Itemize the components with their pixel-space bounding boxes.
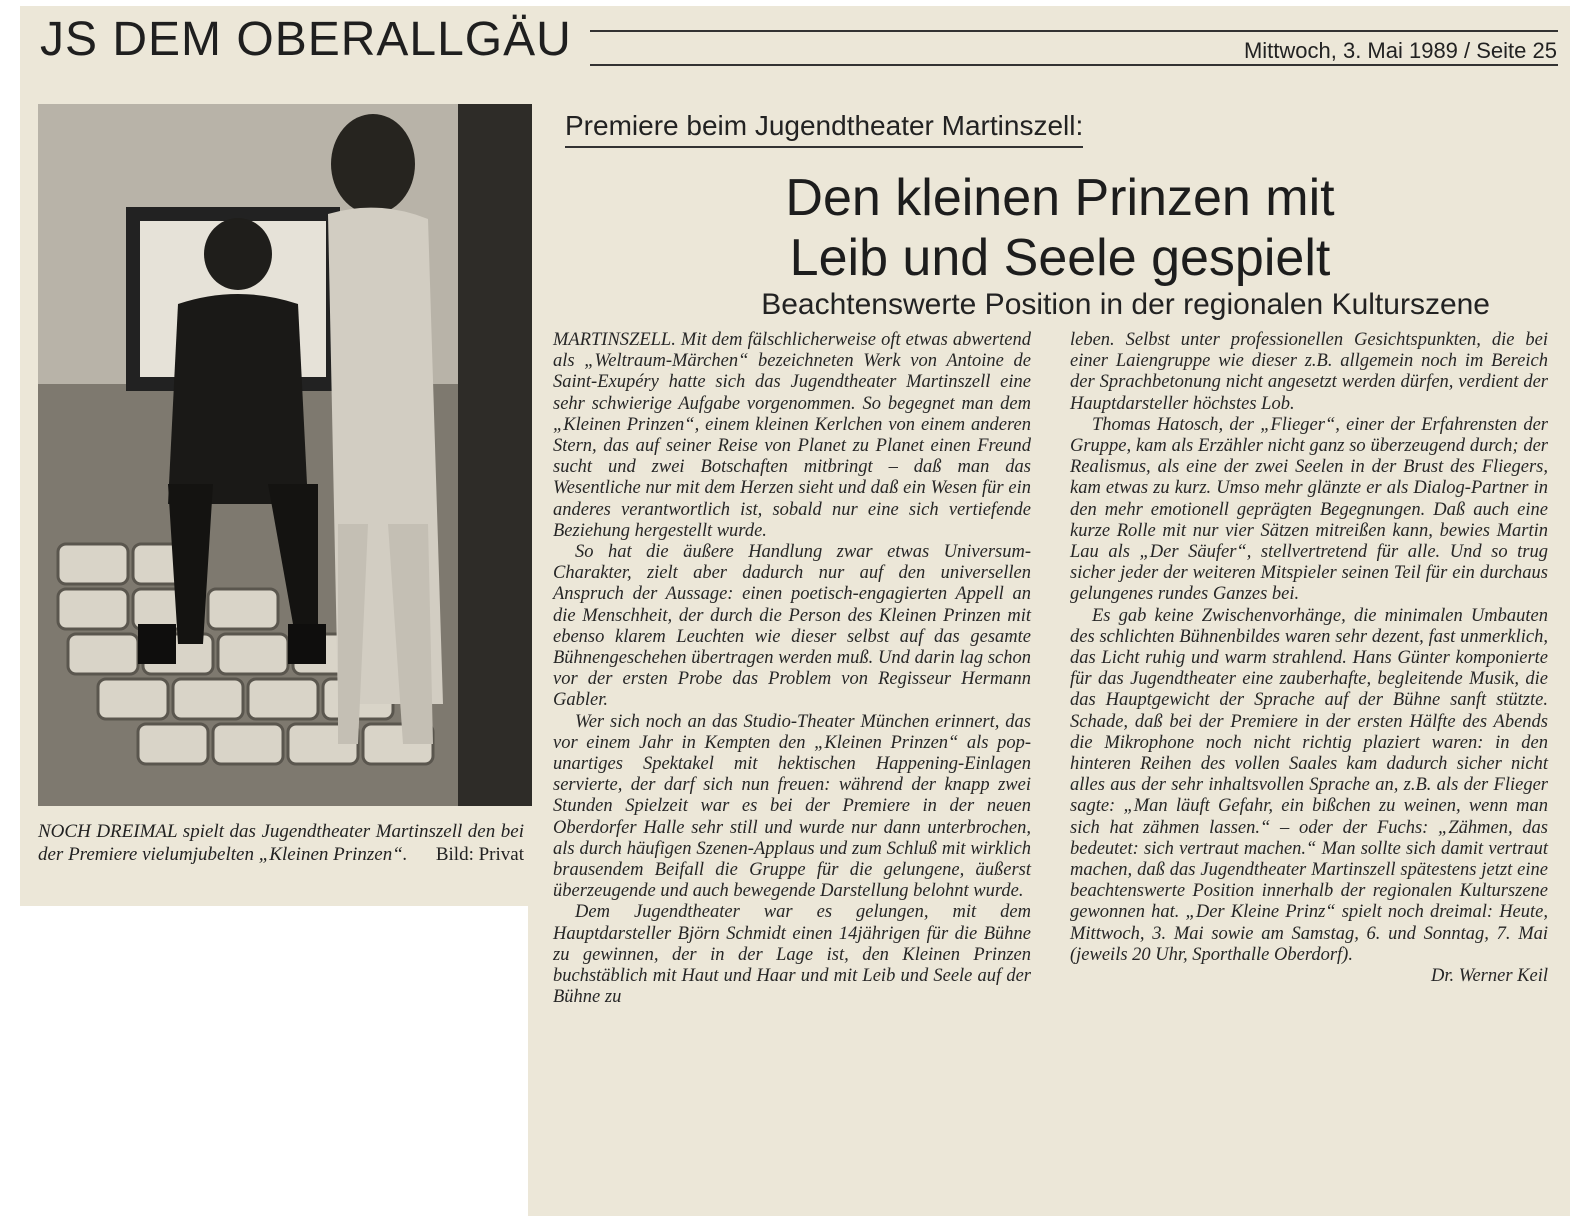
paragraph: leben. Selbst unter professionellen Gesichtspunkten, die bei einer Laiengruppe wie dieser z.B. allgemein noch im Bereich der Sprachbetonung nicht angesetzt werden dürfen, verdient der Hauptdarsteller höchstes Lob.: [1070, 330, 1548, 414]
caption-text: NOCH DREIMAL spielt das Jugendtheater Martinszell den bei der Premiere vielumjubelten „Kleinen Prinzen“.: [38, 821, 524, 865]
paragraph: Wer sich noch an das Studio-Theater München erinnert, das vor einem Jahr in Kempten den „Kleinen Prinzen“ als pop-unartiges Spektakel mit hektischen Happening-Einlagen servierte, der darf sich nun freuen: während der knapp zwei Stunden Spielzeit war es bei der Premiere in der neuen Oberdorfer Halle sehr still und wurde nur dann unterbrochen, als durch häufigen Szenen-Applaus und zum Schluß mit wirklich brausendem Beifall die Gruppe für die gelungene, äußerst überzeugende und auch bewegende Darstellung belohnt wurde.: [553, 711, 1031, 902]
article-column-2: [1070, 330, 1548, 987]
paragraph: Thomas Hatosch, der „Flieger“, einer der Erfahrensten der Gruppe, kam als Erzähler nicht ganz so überzeugend durch; der Realismus, als eine der zwei Seelen in der Brust des Fliegers, kam etwas zu kurz. Umso mehr glänzte er als Dialog-Partner in den mehr emotionell geprägten Begegnungen. Daß auch eine kurze Rolle mit nur vier Sätzen mitreißen kann, bewies Martin Lau als „Der Säufer“, stellvertretend für alle. Und so trug sicher jeder der weiteren Mitspieler seinen Teil für ein durchaus gelungenes rundes Ganzes bei.: [1070, 414, 1548, 605]
photo-illustration: [38, 104, 532, 806]
headline-line-1: Den kleinen Prinzen mit: [785, 169, 1335, 227]
article-headline: [560, 168, 1560, 288]
article-column-1: [553, 330, 1031, 1009]
paragraph: MARTINSZELL. Mit dem fälschlicherweise oft etwas abwertend als „Weltraum-Märchen“ bezeichneten Werk von Antoine de Saint-Exupéry hatte sich das Jugendtheater Martinszell eine sehr schwierige Aufgabe vorgenommen. So begegnet man dem „Kleinen Prinzen“, einem kleinen Kerlchen von einem anderen Stern, das auf seiner Reise von Planet zu Planet einen Freund sucht und zwei Botschaften mitbringt – daß man das Wesentliche nur mit dem Herzen sieht und daß ein Wesen für ein anderes verantwortlich ist, sobald nur eine sich vertiefende Beziehung hergestellt wurde.: [553, 330, 1031, 541]
photo-credit: Bild: Privat: [435, 844, 524, 865]
dateline: Mittwoch, 3. Mai 1989 / Seite 25: [1243, 38, 1557, 63]
photo-caption: [38, 820, 524, 866]
paragraph: So hat die äußere Handlung zwar etwas Universum-Charakter, zielt aber dadurch nur auf den universellen Anspruch der Aussage: einen poetisch-engagierten Appell an die Menschheit, der durch die Person des Kleinen Prinzen mit ebenso klarem Leuchten wie dieser selbst auf das gesamte Bühnengeschehen übertragen werden muß. Und darin lag schon vor der ersten Probe das Problem von Regisseur Hermann Gabler.: [553, 542, 1031, 711]
section-masthead: JS DEM OBERALLGÄU: [40, 13, 572, 66]
article-author: Dr. Werner Keil: [1431, 966, 1548, 987]
paragraph: Dem Jugendtheater war es gelungen, mit dem Hauptdarsteller Björn Schmidt einen 14jährigen für die Bühne zu gewinnen, der in der Lage ist, den Kleinen Prinzen buchstäblich mit Haut und Haar und mit Leib und Seele auf der Bühne zu: [553, 902, 1031, 1008]
masthead-rule-top: [590, 30, 1558, 32]
headline-line-2: Leib und Seele gespielt: [789, 229, 1331, 287]
masthead-rule-bottom: [590, 64, 1558, 66]
article-subhead: Beachtenswerte Position in der regionalen Kulturszene: [761, 288, 1490, 321]
article-photo: [38, 104, 532, 806]
article-kicker: Premiere beim Jugendtheater Martinszell:: [565, 110, 1083, 148]
paragraph: Es gab keine Zwischenvorhänge, die minimalen Umbauten des schlichten Bühnenbildes waren sehr dezent, fast unmerklich, das Licht ruhig und warm strahlend. Hans Günter komponierte für das Jugendtheater eine zauberhafte, begleitende Musik, die das Hauptgewicht der Sprache auf der Bühne sanft stützte. Schade, daß bei der Premiere in der ersten Hälfte des Abends die Mikrophone noch nicht richtig plaziert waren: in den hinteren Reihen des vollen Saales kam dadurch sicher nicht alles aus der sehr inhaltsvollen Sprache an, z.B. als der Flieger sagte: „Man läuft Gefahr, ein bißchen zu weinen, wenn man sich hat zähmen lassen.“ – oder der Fuchs: „Zähmen, das bedeutet: sich vertraut machen.“ Man sollte sich damit vertraut machen, daß das Jugendtheater Martinszell spätestens jetzt eine beachtenswerte Position innerhalb der regionalen Kulturszene gewonnen hat. „Der Kleine Prinz“ spielt noch dreimal: Heute, Mittwoch, 3. Mai sowie am Samstag, 6. und Sonntag, 7. Mai (jeweils 20 Uhr, Sporthalle Oberdorf).: [1070, 605, 1548, 965]
